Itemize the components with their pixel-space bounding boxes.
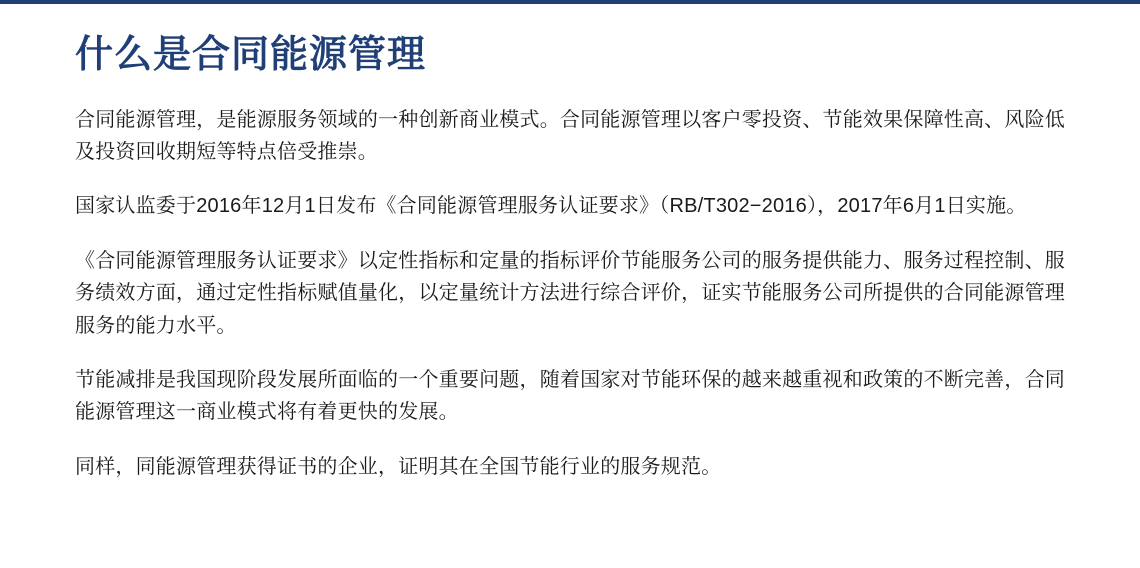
paragraph: 《合同能源管理服务认证要求》以定性指标和定量的指标评价节能服务公司的服务提供能力、服务过程控制、服务绩效方面，通过定性指标赋值量化，以定量统计方法进行综合评价，证实节能服务公司所提供的合同能源管理服务的能力水平。 — [75, 249, 1065, 337]
paragraph: 节能减排是我国现阶段发展所面临的一个重要问题，随着国家对节能环保的越来越重视和政策的不断完善，合同能源管理这一商业模式将有着更快的发展。 — [75, 369, 1065, 424]
paragraph: 国家认监委于2016年12月1日发布《合同能源管理服务认证要求》（RB/T302−2016），2017年6月1日实施。 — [75, 195, 1027, 218]
document-content — [0, 4, 1140, 483]
paragraph: 合同能源管理，是能源服务领域的一种创新商业模式。合同能源管理以客户零投资、节能效果保障性高、风险低及投资回收期短等特点倍受推崇。 — [75, 108, 1065, 164]
page-title: 什么是合同能源管理 — [75, 34, 427, 76]
paragraph: 同样，同能源管理获得证书的企业，证明其在全国节能行业的服务规范。 — [75, 455, 722, 478]
